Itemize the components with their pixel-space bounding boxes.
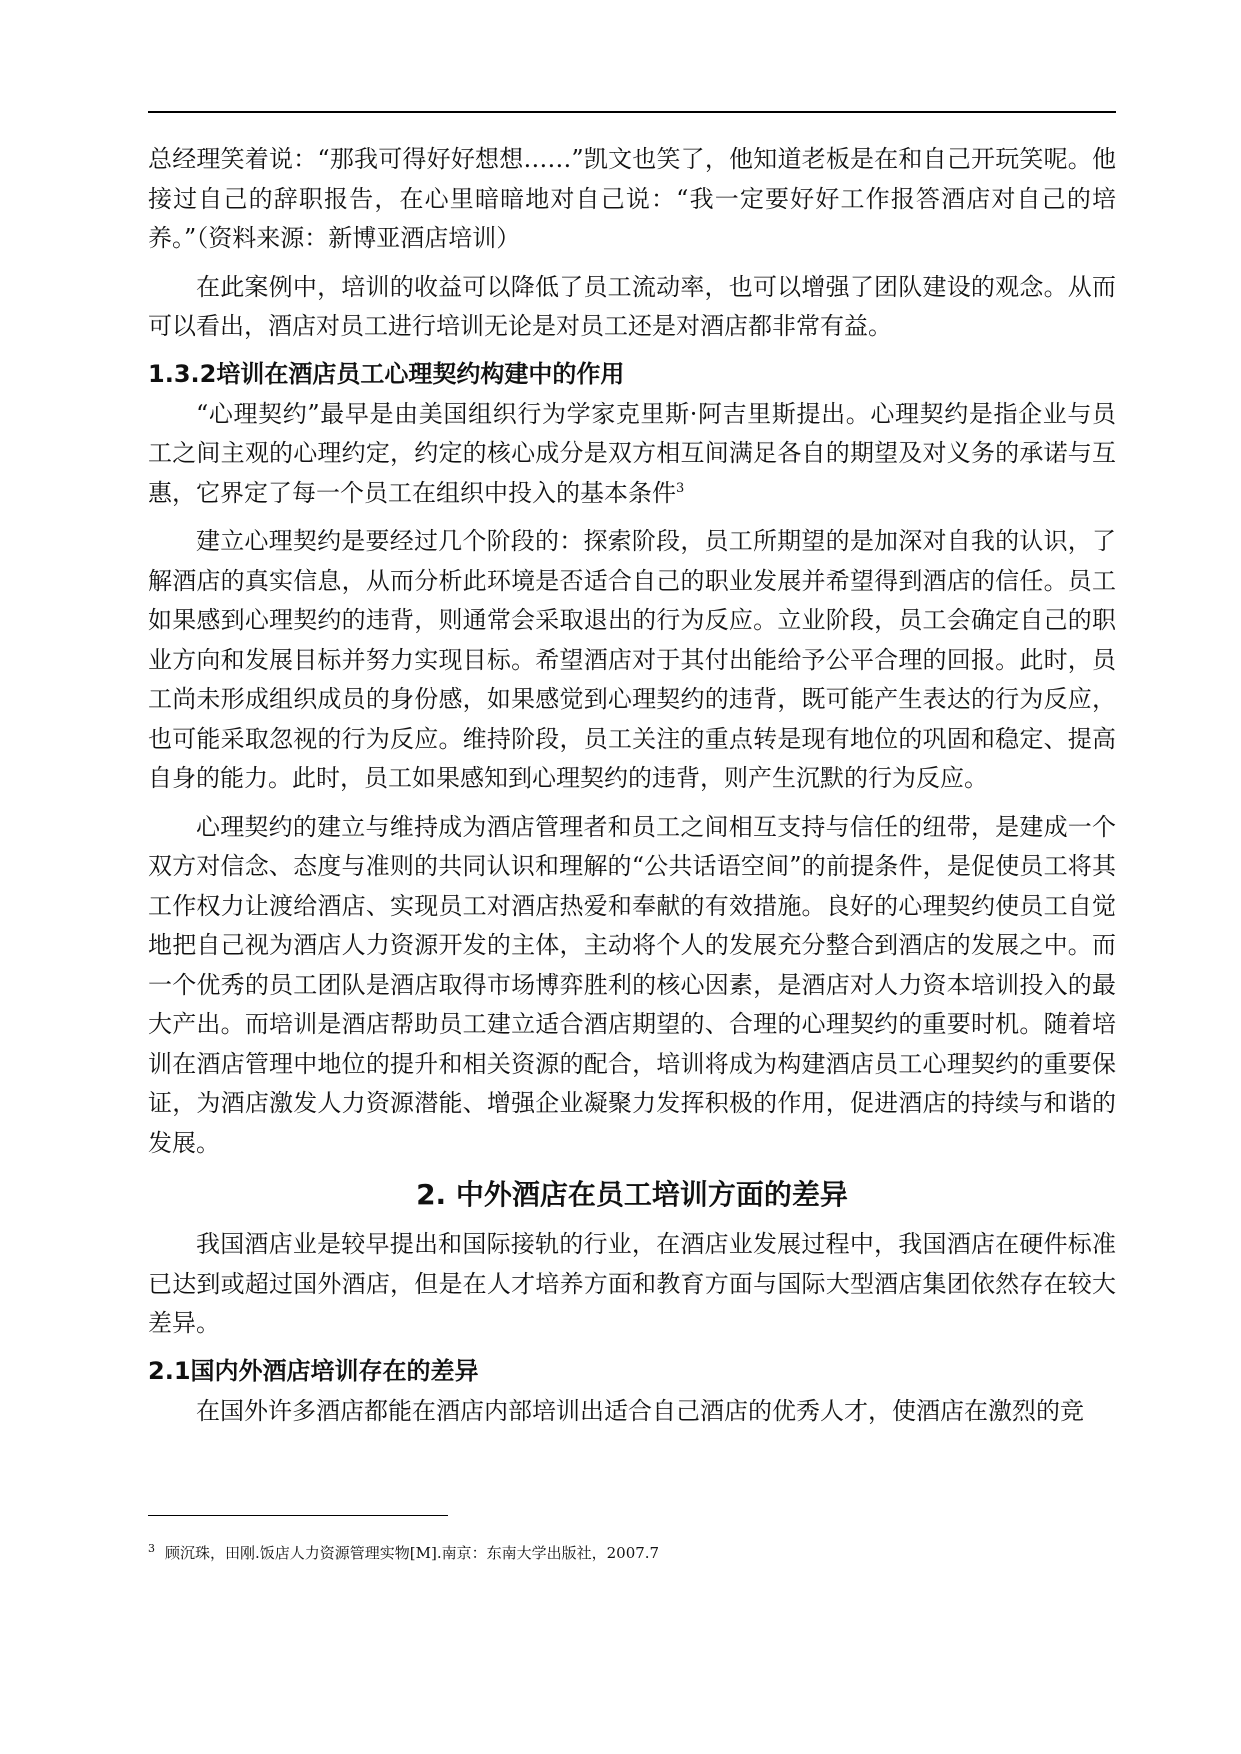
header-rule — [148, 111, 1116, 113]
footnote-text: 顾沉珠，田刚.饭店人力资源管理实物[M].南京：东南大学出版社，2007.7 — [165, 1544, 660, 1562]
paragraph-contract-stages: 建立心理契约是要经过几个阶段的：探索阶段，员工所期望的是加深对自我的认识，了解酒店的真实信息，从而分析此环境是否适合自己的职业发展并希望得到酒店的信任。员工如果感到心理契约的违背，则通常会采取退出的行为反应。立业阶段，员工会确定自己的职业方向和发展目标并努力实现目标。希望酒店对于其付出能给予公平合理的回报。此时，员工尚未形成组织成员的身份感，如果感觉到心理契约的违背，既可能产生表达的行为反应，也可能采取忽视的行为反应。维持阶段，员工关注的重点转是现有地位的巩固和稳定、提高自身的能力。此时，员工如果感知到心理契约的违背，则产生沉默的行为反应。 — [148, 527, 1116, 792]
footnote-reference: 3 — [676, 480, 685, 496]
footnote-number: 3 — [148, 1542, 155, 1555]
footnote-separator — [148, 1515, 448, 1516]
paragraph-text: “心理契约”最早是由美国组织行为学家克里斯·阿吉里斯提出。心理契约是指企业与员工之间主观的心理约定，约定的核心成分是双方相互间满足各自的期望及对义务的承诺与互惠，它界定了每一个员工在组织中投入的基本条件 — [148, 399, 1116, 507]
page-body — [148, 140, 1116, 1431]
paragraph-case-conclusion: 在此案例中，培训的收益可以降低了员工流动率，也可以增强了团队建设的观念。从而可以看出，酒店对员工进行培训无论是对员工还是对酒店都非常有益。 — [148, 272, 1116, 340]
paragraph-foreign-training: 在国外许多酒店都能在酒店内部培训出适合自己酒店的优秀人才，使酒店在激烈的竞 — [196, 1396, 1084, 1425]
paragraph-psychological-contract-definition — [148, 395, 1116, 514]
chapter-heading-2: 2. 中外酒店在员工培训方面的差异 — [416, 1178, 848, 1211]
footnote — [148, 1542, 1116, 1564]
paragraph-contract-importance: 心理契约的建立与维持成为酒店管理者和员工之间相互支持与信任的纽带，是建成一个双方对信念、态度与准则的共同认识和理解的“公共话语空间”的前提条件，是促使员工将其工作权力让渡给酒店、实现员工对酒店热爱和奉献的有效措施。良好的心理契约使员工自觉地把自己视为酒店人力资源开发的主体，主动将个人的发展充分整合到酒店的发展之中。而一个优秀的员工团队是酒店取得市场博弈胜利的核心因素，是酒店对人力资本培训投入的最大产出。而培训是酒店帮助员工建立适合酒店期望的、合理的心理契约的重要时机。随着培训在酒店管理中地位的提升和相关资源的配合，培训将成为构建酒店员工心理契约的重要保证，为酒店激发人力资源潜能、增强企业凝聚力发挥积极的作用，促进酒店的持续与和谐的发展。 — [148, 812, 1116, 1157]
paragraph-domestic-vs-foreign: 我国酒店业是较早提出和国际接轨的行业，在酒店业发展过程中，我国酒店在硬件标准已达到或超过国外酒店，但是在人才培养方面和教育方面与国际大型酒店集团依然存在较大差异。 — [148, 1230, 1116, 1337]
section-heading-2-1: 2.1国内外酒店培训存在的差异 — [148, 1356, 479, 1385]
section-heading-1-3-2: 1.3.2培训在酒店员工心理契约构建中的作用 — [148, 359, 625, 388]
paragraph-case-ending: 总经理笑着说：“那我可得好好想想……”凯文也笑了，他知道老板是在和自己开玩笑呢。他接过自己的辞职报告，在心里暗暗地对自己说：“我一定要好好工作报答酒店对自己的培养。”（资料来源：新博亚酒店培训） — [148, 145, 1116, 252]
